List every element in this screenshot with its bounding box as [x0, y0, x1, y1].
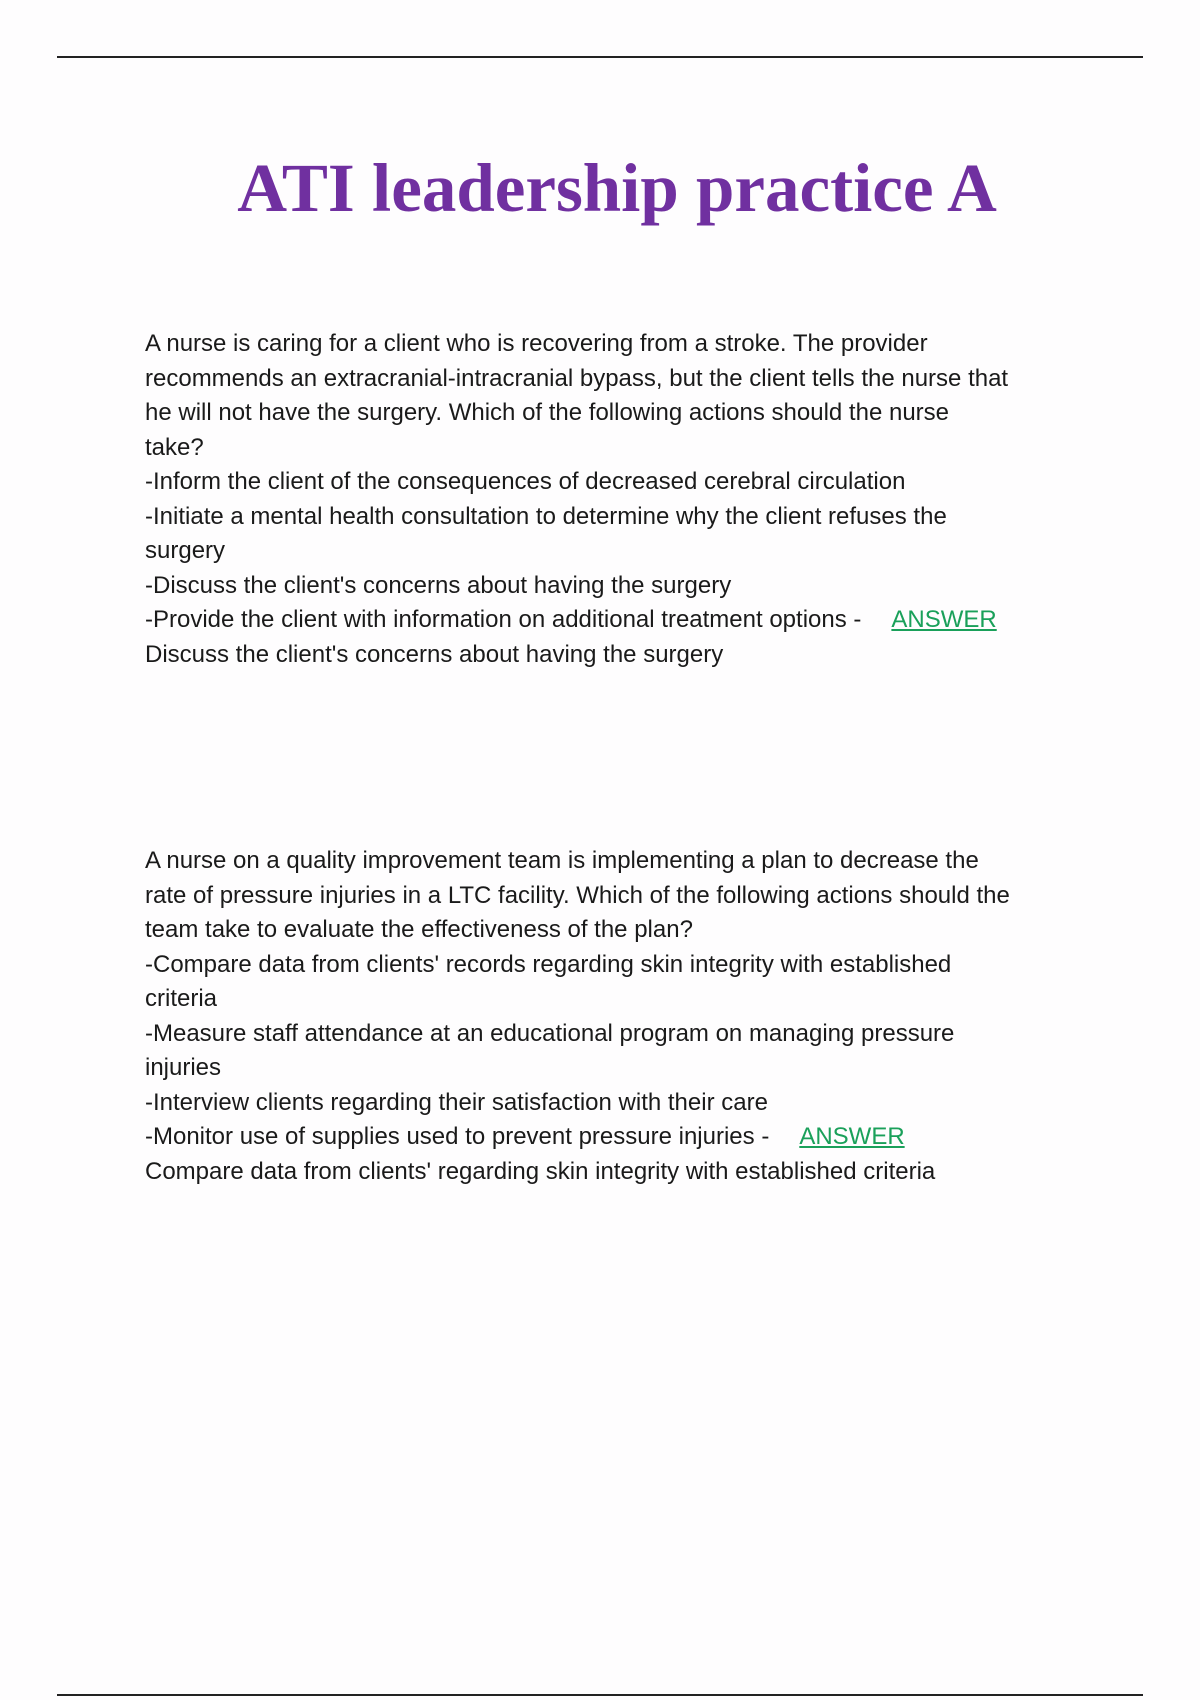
question-1-last-option: -Provide the client with information on additional treatment options - [145, 606, 862, 633]
question-1-option-line-1: -Inform the client of the consequences of decreased cerebral circulation [145, 468, 906, 495]
header-rule [57, 56, 1143, 58]
question-1-option-line-4: -Discuss the client's concerns about having the surgery [145, 571, 732, 599]
question-2-answer-text: Compare data from clients' regarding skin integrity with established criteria [145, 1157, 936, 1185]
question-1-option-line-2: -Initiate a mental health consultation to determine why the client refuses the [145, 502, 947, 530]
question-2-option-line-3: -Measure staff attendance at an educational program on managing pressure [145, 1019, 955, 1047]
question-2-option-line-1: -Compare data from clients' records regarding skin integrity with established [145, 950, 952, 978]
question-2-option-line-4: injuries [145, 1054, 222, 1081]
question-2 [145, 844, 1105, 1189]
question-1-answer-link[interactable]: ANSWER [891, 606, 997, 633]
question-1-stem-line-4: take? [145, 433, 204, 461]
question-2-stem-line-2: rate of pressure injuries in a LTC facility. Which of the following actions should the [145, 881, 1010, 909]
question-1-stem-line-3: he will not have the surgery. Which of the following actions should the nurse [145, 399, 949, 426]
question-2-stem-line-1: A nurse on a quality improvement team is implementing a plan to decrease the [145, 847, 979, 874]
question-1-stem-line-2: recommends an extracranial-intracranial bypass, but the client tells the nurse that [145, 364, 1009, 392]
question-2-option-line-6 [145, 1120, 1105, 1155]
question-2-stem-line-3: team take to evaluate the effectiveness of the plan? [145, 916, 693, 943]
question-2-last-option: -Monitor use of supplies used to prevent pressure injuries - [145, 1123, 770, 1150]
question-1-answer-text: Discuss the client's concerns about having the surgery [145, 640, 724, 668]
question-2-answer-link[interactable]: ANSWER [799, 1123, 905, 1150]
question-1 [145, 327, 1105, 672]
footer-rule [57, 1694, 1143, 1696]
document-title: ATI leadership practice A [237, 150, 997, 226]
question-1-stem-line-1: A nurse is caring for a client who is recovering from a stroke. The provider [145, 330, 928, 357]
question-2-option-line-5: -Interview clients regarding their satisfaction with their care [145, 1088, 768, 1116]
question-1-option-line-3: surgery [145, 537, 226, 564]
question-2-option-line-2: criteria [145, 985, 218, 1012]
question-1-option-line-5 [145, 603, 1105, 638]
